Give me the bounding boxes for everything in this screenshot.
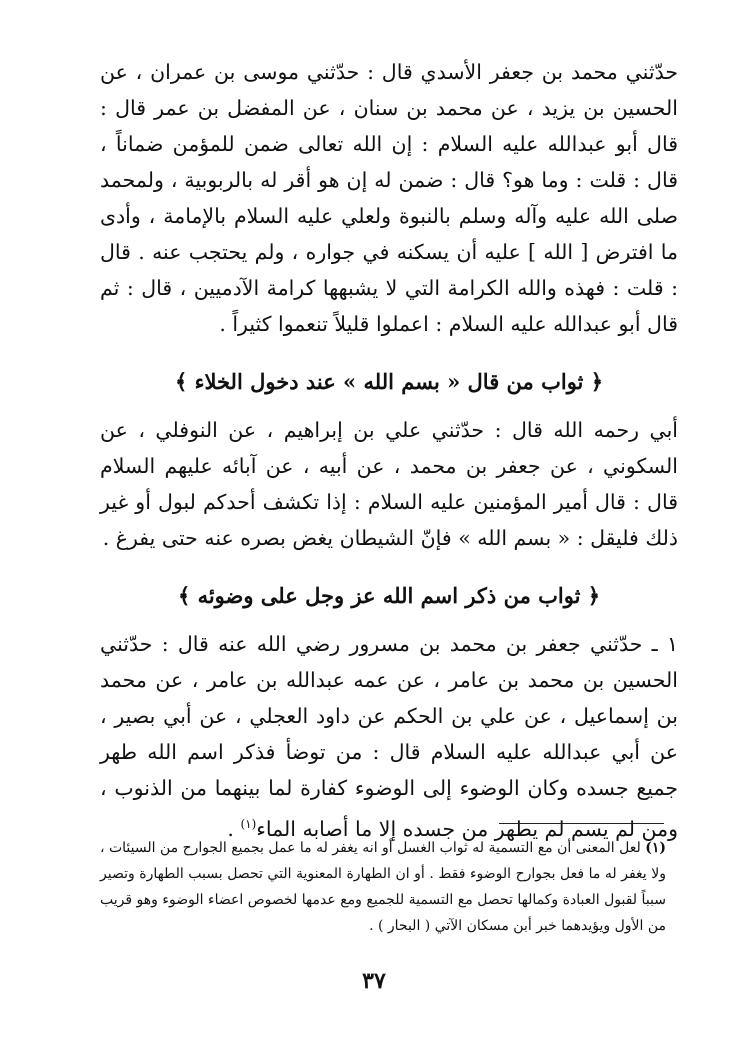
footnote-number: (١): [645, 840, 666, 856]
page-number: ٣٧: [362, 968, 386, 994]
section-heading-wudu: ﴿ ثواب من ذكر اسم الله عز وجل على وضوئه ﴾: [177, 583, 601, 608]
footnote: [100, 835, 666, 939]
footnote-reference[interactable]: (١): [240, 817, 257, 831]
paragraph-wudu-bismillah: [100, 626, 678, 847]
paragraph-wudu-end: .: [227, 816, 241, 841]
paragraph-toilet-bismillah: أبي رحمه الله قال : حدّثني علي بن إبراهيم ، عن النوفلي ، عن السكوني ، عن جعفر بن محمد ، عن أبيه ، عن آبائه عليهم السلام قال : قال أمير المؤمنين عليه السلام : إذا تكشف أحدكم لبول أو غير ذلك فليقل : « بسم الله » فإنّ الشيطان يغض بصره عنه حتى يفرغ .: [100, 418, 678, 550]
footnote-divider: [499, 823, 664, 824]
paragraph-hadith-guarantee: حدّثني محمد بن جعفر الأسدي قال : حدّثني موسى بن عمران ، عن الحسين بن يزيد ، عن محمد بن سنان ، عن المفضل بن عمر قال : قال أبو عبدالله عليه السلام : إن الله تعالى ضمن للمؤمن ضماناً ، قال : قلت : وما هو؟ قال : ضمن له إن هو أقر له بالربوبية ، ولمحمد صلى الله عليه وآله وسلم بالنبوة ولعلي عليه السلام بالإمامة ، وأدى ما افترض [ الله ] عليه أن يسكنه في جواره ، ولم يحتجب عنه . قال : قلت : فهذه والله الكرامة التي لا يشبهها كرامة الآدميين ، قال : ثم قال أبو عبدالله عليه السلام : اعملوا قليلاً تنعموا كثيراً .: [100, 60, 678, 336]
paragraph-wudu-text: ١ ـ حدّثني جعفر بن محمد بن مسرور رضي الله عنه قال : حدّثني الحسين بن محمد بن عامر ، عن عمه عبدالله بن عامر ، عن محمد بن إسماعيل ، عن علي بن الحكم عن داود العجلي ، عن أبي بصير ، عن أبي عبدالله عليه السلام قال : من توضأ فذكر اسم الله طهر جميع جسده وكان الوضوء إلى الوضوء كفارة لما بينهما من الذنوب ، ومن لم يسم لم يطهر من جسده إلا ما أصابه الماء: [100, 632, 678, 841]
section-heading-toilet: ﴿ ثواب من قال « بسم الله » عند دخول الخلاء ﴾: [174, 369, 604, 394]
footnote-text: لعل المعنى أن مع التسمية له ثواب الغسل أو انه يغفر له ما عمل بجميع الجوارح من السيئات ، ولا يغفر له ما فعل بجوارح الوضوء فقط . أو ان الطهارة المعنوية التي تحصل بسبب الطهارة وتصير سبباً لقبول العبادة وكمالها تحصل مع التسمية للجميع ومع عدمها لخصوص اعضاء الوضوء وهو قريب من الأول ويؤيدهما خبر أبن مسكان الآتي ( البحار ) .: [100, 840, 666, 934]
main-text: [100, 54, 678, 847]
